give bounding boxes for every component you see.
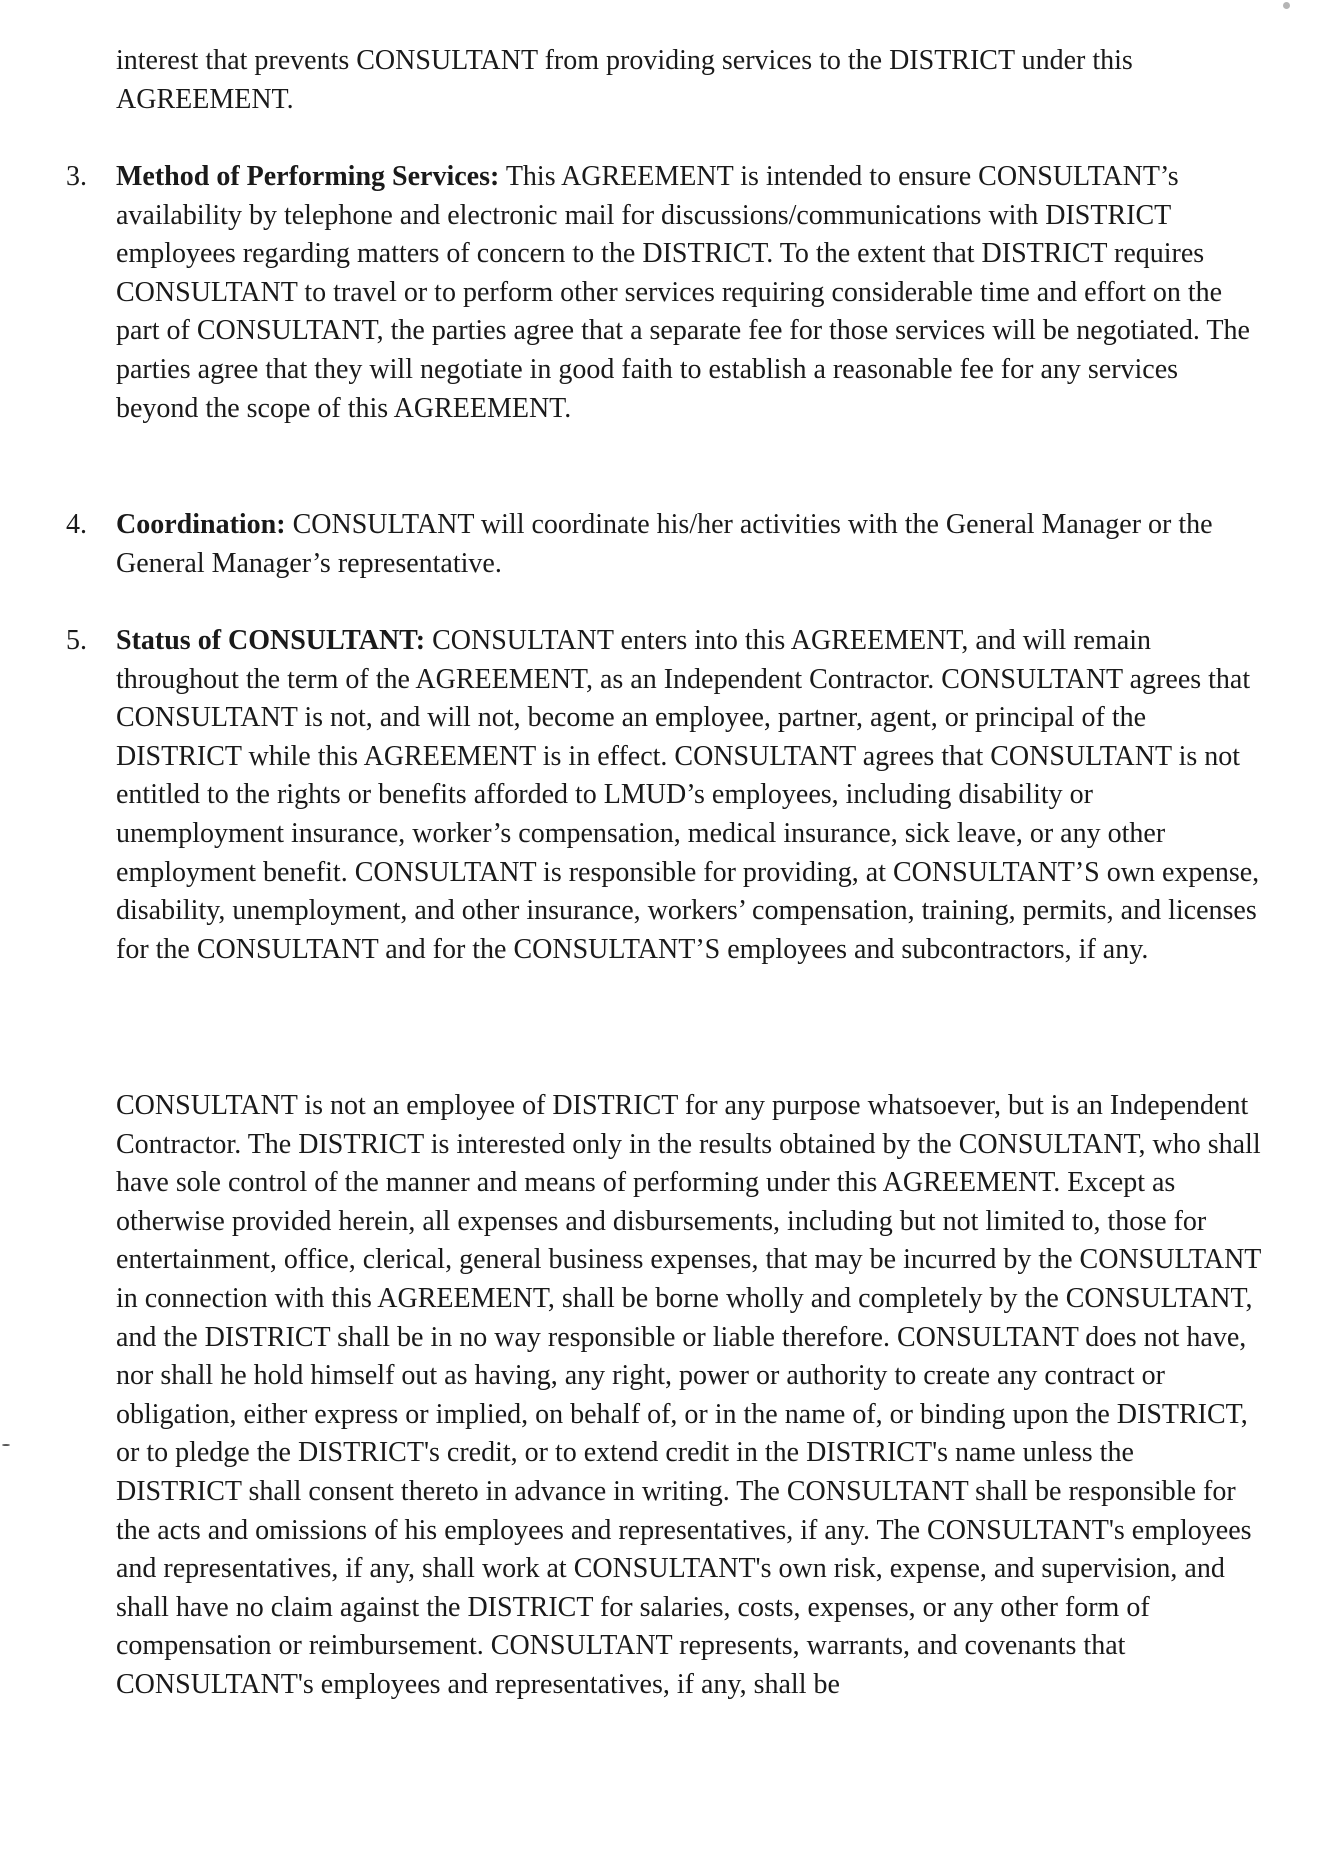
scan-speck xyxy=(1283,2,1290,9)
section-body: CONSULTANT will coordinate his/her activities with the General Manager or the General Manager’s representative. xyxy=(116,509,1213,579)
section-body: CONSULTANT enters into this AGREEMENT, and will remain throughout the term of the AGREEMENT, as an Independent Contractor. CONSULTANT agrees that CONSULTANT is not, and will not, become an employee, partner, agent, or principal of the DISTRICT while this AGREEMENT is in effect. CONSULTANT agrees that CONSULTANT is not entitled to the rights or benefits afforded to LMUD’s employees, including disability or unemployment insurance, worker’s compensation, medical insurance, sick leave, or any other employment benefit. CONSULTANT is responsible for providing, at CONSULTANT’S own expense, disability, unemployment, and other insurance, workers’ compensation, training, permits, and licenses for the CONSULTANT and for the CONSULTANT’S employees and subcontractors, if any. xyxy=(116,625,1260,965)
section-5-status-of-consultant xyxy=(66,622,1266,969)
section-number: 4. xyxy=(66,509,87,540)
continuation-paragraph: interest that prevents CONSULTANT from providing services to the DISTRICT under this AGREEMENT. xyxy=(116,45,1133,115)
section-4-coordination xyxy=(66,506,1266,583)
section-3-method-of-performing-services xyxy=(66,158,1266,428)
section-number: 3. xyxy=(66,161,87,192)
section-number: 5. xyxy=(66,625,87,656)
section-heading: Coordination: xyxy=(116,509,286,540)
section-heading: Method of Performing Services: xyxy=(116,161,500,192)
section-heading: Status of CONSULTANT: xyxy=(116,625,426,656)
independent-contractor-paragraph: CONSULTANT is not an employee of DISTRICT for any purpose whatsoever, but is an Independent Contractor. The DISTRICT is interested only in the results obtained by the CONSULTANT, who shall have sole control of the manner and means of performing under this AGREEMENT. Except as otherwise provided herein, all expenses and disbursements, including but not limited to, those for entertainment, office, clerical, general business expenses, that may be incurred by the CONSULTANT in connection with this AGREEMENT, shall be borne wholly and completely by the CONSULTANT, and the DISTRICT shall be in no way responsible or liable therefore. CONSULTANT does not have, nor shall he hold himself out as having, any right, power or authority to create any contract or obligation, either express or implied, on behalf of, or in the name of, or binding upon the DISTRICT, or to pledge the DISTRICT's credit, or to extend credit in the DISTRICT's name unless the DISTRICT shall consent thereto in advance in writing. The CONSULTANT shall be responsible for the acts and omissions of his employees and representatives, if any. The CONSULTANT's employees and representatives, if any, shall work at CONSULTANT's own risk, expense, and supervision, and shall have no claim against the DISTRICT for salaries, costs, expenses, or any other form of compensation or reimbursement. CONSULTANT represents, warrants, and covenants that CONSULTANT's employees and representatives, if any, shall be xyxy=(116,1090,1261,1700)
scan-mark xyxy=(2,1444,10,1446)
section-body: This AGREEMENT is intended to ensure CONSULTANT’s availability by telephone and electronic mail for discussions/communications with DISTRICT employees regarding matters of concern to the DISTRICT. To the extent that DISTRICT requires CONSULTANT to travel or to perform other services requiring considerable time and effort on the part of CONSULTANT, the parties agree that a separate fee for those services will be negotiated. The parties agree that they will negotiate in good faith to establish a reasonable fee for any services beyond the scope of this AGREEMENT. xyxy=(116,161,1250,424)
